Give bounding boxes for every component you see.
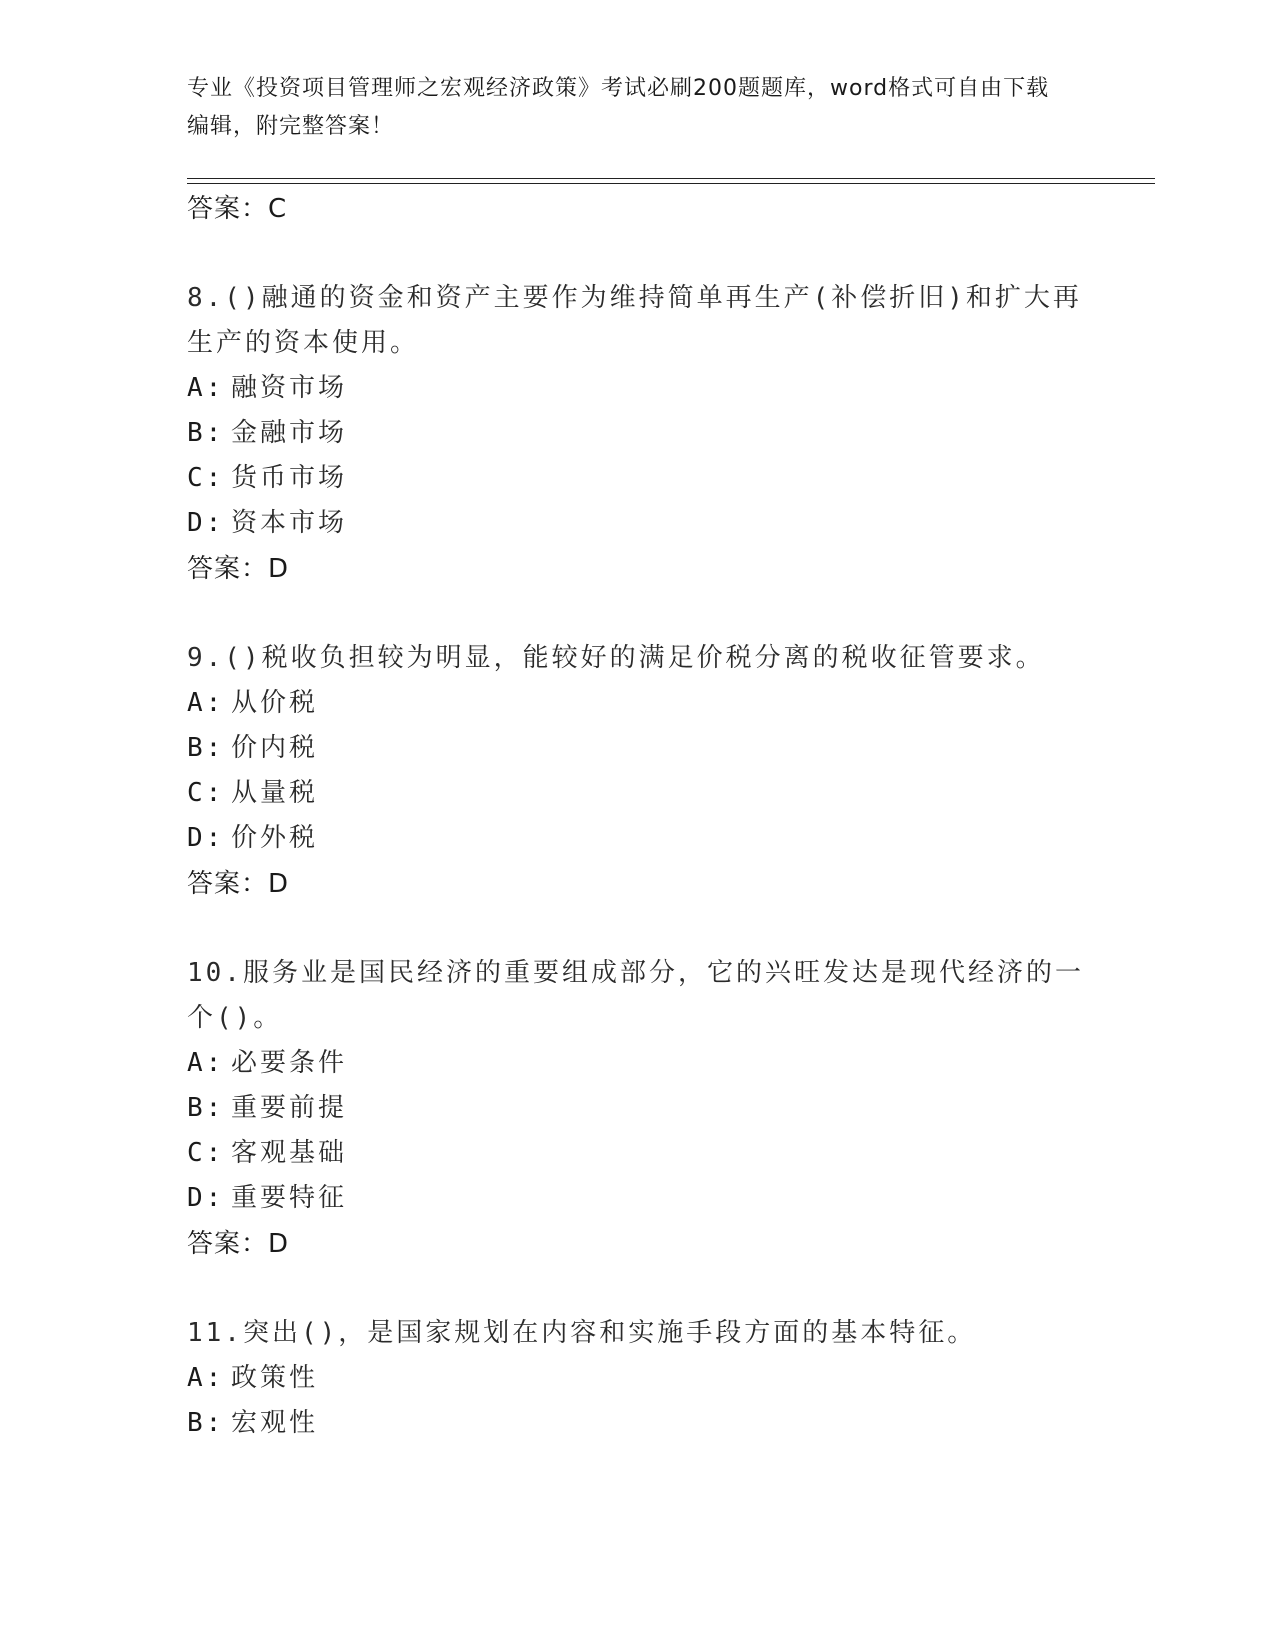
option-key: D: (187, 1183, 225, 1213)
header-divider-bottom (187, 183, 1155, 184)
answer-option (187, 771, 1087, 816)
option-key: B: (187, 1093, 225, 1123)
answer-option (187, 1356, 1087, 1401)
option-key: B: (187, 418, 225, 448)
question-stem: 11.突出()，是国家规划在内容和实施手段方面的基本特征。 (187, 1318, 977, 1348)
answer-line: 答案：D (187, 554, 290, 584)
option-text: 资本市场 (231, 508, 348, 538)
option-text: 融资市场 (231, 373, 348, 403)
option-text: 货币市场 (231, 463, 348, 493)
option-text: 金融市场 (231, 418, 348, 448)
option-text: 重要特征 (231, 1183, 348, 1213)
answer-option (187, 1176, 1087, 1221)
answer-option (187, 456, 1087, 501)
header-divider-top (187, 178, 1155, 179)
option-key: C: (187, 463, 225, 493)
question-stem: 10.服务业是国民经济的重要组成部分，它的兴旺发达是现代经济的一个()。 (187, 958, 1084, 1033)
answer-option (187, 366, 1087, 411)
option-key: A: (187, 1363, 225, 1393)
option-text: 从量税 (231, 778, 319, 808)
answer-line: 答案：D (187, 1229, 290, 1259)
option-text: 宏观性 (231, 1408, 319, 1438)
question-item (187, 951, 1087, 1267)
answer-option (187, 816, 1087, 861)
option-text: 价内税 (231, 733, 319, 763)
answer-line: 答案：C (187, 194, 288, 224)
answer-option (187, 1401, 1087, 1446)
option-key: A: (187, 1048, 225, 1078)
option-key: A: (187, 688, 225, 718)
question-stem: 9.()税收负担较为明显，能较好的满足价税分离的税收征管要求。 (187, 643, 1045, 673)
option-text: 政策性 (231, 1363, 319, 1393)
question-list (187, 186, 1087, 1446)
answer-line: 答案：D (187, 869, 290, 899)
option-key: A: (187, 373, 225, 403)
answer-option (187, 681, 1087, 726)
option-text: 价外税 (231, 823, 319, 853)
option-text: 客观基础 (231, 1138, 348, 1168)
answer-option (187, 501, 1087, 546)
question-item (187, 276, 1087, 592)
option-key: B: (187, 1408, 225, 1438)
option-text: 从价税 (231, 688, 319, 718)
question-item (187, 1311, 1087, 1446)
answer-option (187, 411, 1087, 456)
option-key: C: (187, 778, 225, 808)
option-text: 重要前提 (231, 1093, 348, 1123)
document-header: 专业《投资项目管理师之宏观经济政策》考试必刷200题题库，word格式可自由下载编辑，附完整答案！ (187, 76, 1050, 139)
answer-option (187, 726, 1087, 771)
question-item (187, 636, 1087, 907)
answer-option (187, 1086, 1087, 1131)
option-text: 必要条件 (231, 1048, 348, 1078)
option-key: D: (187, 823, 225, 853)
question-stem: 8.()融通的资金和资产主要作为维持简单再生产(补偿折旧)和扩大再生产的资本使用。 (187, 283, 1082, 358)
option-key: D: (187, 508, 225, 538)
option-key: C: (187, 1138, 225, 1168)
option-key: B: (187, 733, 225, 763)
answer-option (187, 1041, 1087, 1086)
answer-option (187, 1131, 1087, 1176)
questions-container (187, 276, 1087, 1446)
